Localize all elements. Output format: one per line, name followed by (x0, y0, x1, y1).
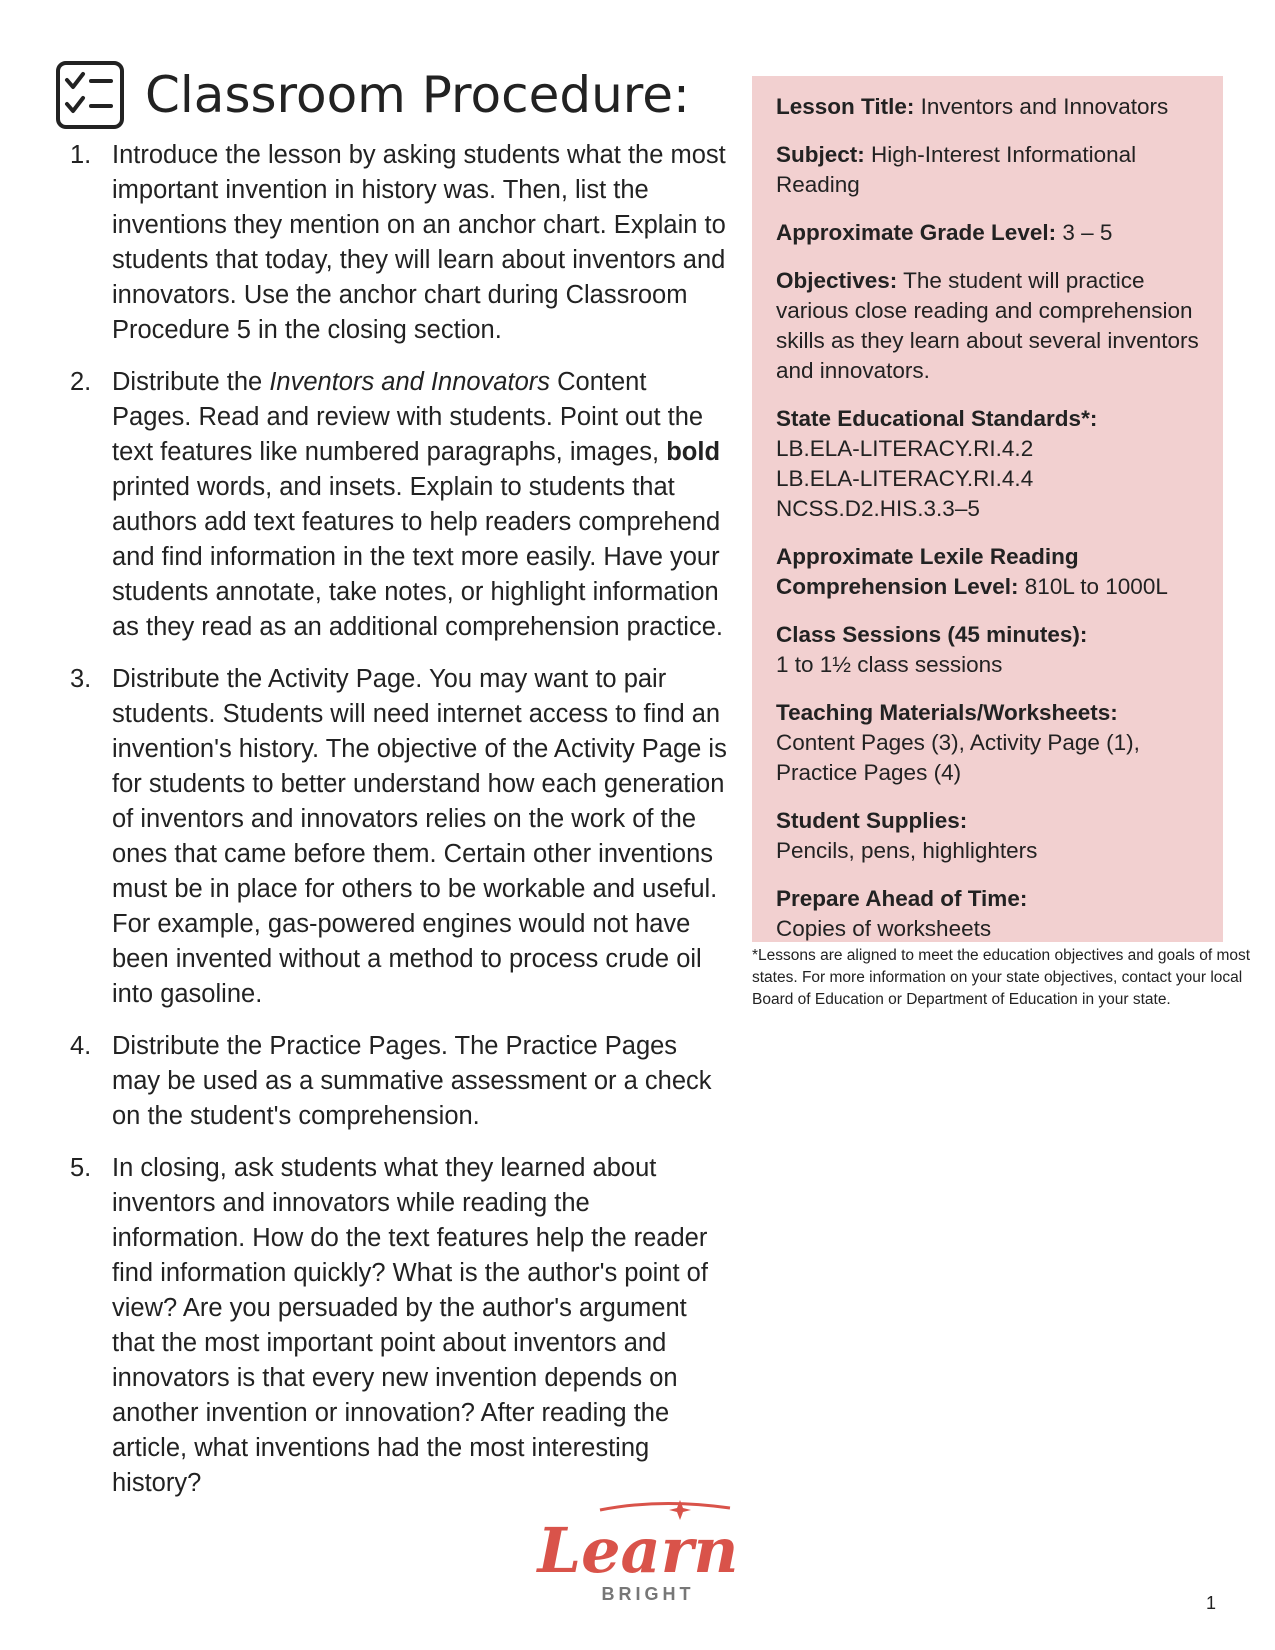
step-text (112, 365, 730, 645)
logo-word: Learn (537, 1514, 739, 1587)
step-text-run: Distribute the Activity Page. You may want to pair students. Students will need internet access to find an invention's history. The objective of the Activity Page is for students to better understand how each generation of inventors and innovators relies on the work of the ones that came before them. Certain other inventions must be in place for others to be workable and useful. For example, gas-powered engines would not have been invented without a method to process crude oil into gasoline. (112, 665, 727, 1008)
step-text-run: printed words, and insets. Explain to students that authors add text features to help readers comprehend and find information in the text more easily. Have your students annotate, take notes, or highlight information as they read as an additional comprehension practice. (112, 473, 723, 641)
logo-subword: BRIGHT (601, 1584, 695, 1604)
materials-label: Teaching Materials/Worksheets: (776, 700, 1118, 725)
lesson-title-row (776, 92, 1201, 122)
lesson-title-value: Inventors and Innovators (914, 94, 1169, 119)
step-text-run: Content Pages. Read and review with students. Point out the text features like numbered paragraphs, images, (112, 368, 704, 466)
page-header (55, 55, 690, 135)
prepare-value: Copies of worksheets (776, 916, 992, 941)
procedure-step (70, 365, 730, 645)
procedure-list (70, 138, 730, 1518)
step-text-run: Distribute the Practice Pages. The Practice Pages may be used as a summative assessment or a check on the student's comprehension. (112, 1032, 712, 1130)
logo-swoosh (600, 1503, 730, 1510)
step-text (112, 138, 730, 348)
prepare-label: Prepare Ahead of Time: (776, 886, 1028, 911)
class-sessions-value: 1 to 1½ class sessions (776, 652, 1003, 677)
lexile-value: 810L to 1000L (1018, 574, 1168, 599)
step-number: 2. (70, 368, 92, 396)
step-number: 3. (70, 665, 92, 693)
step-text-run: Distribute the (112, 368, 270, 396)
procedure-step (70, 138, 730, 348)
checklist-icon (55, 60, 125, 130)
supplies-value: Pencils, pens, highlighters (776, 838, 1038, 863)
page-number: 1 (1206, 1593, 1217, 1613)
standards-label: State Educational Standards*: (776, 406, 1098, 431)
step-text-run: Introduce the lesson by asking students what the most important invention in history was. Then, list the inventions they mention on an anchor chart. Explain to students that today, they will learn about inventors and innovators. Use the anchor chart during Classroom Procedure 5 in the closing section. (112, 141, 726, 344)
materials-row (776, 698, 1201, 788)
standard-item: LB.ELA-LITERACY.RI.4.2 (776, 436, 1034, 461)
grade-level-label: Approximate Grade Level: (776, 220, 1057, 245)
subject-value: High-Interest Informational Reading (776, 142, 1137, 197)
class-sessions-label: Class Sessions (45 minutes): (776, 622, 1088, 647)
step-number: 5. (70, 1154, 92, 1182)
procedure-step (70, 1029, 730, 1134)
step-number: 4. (70, 1032, 92, 1060)
step-number: 1. (70, 141, 92, 169)
lesson-info-panel (752, 76, 1223, 942)
objectives-label: Objectives: (776, 268, 898, 293)
supplies-row (776, 806, 1201, 866)
step-text-bold: bold (666, 438, 721, 466)
prepare-row (776, 884, 1201, 944)
objectives-value: The student will practice various close reading and comprehension skills as they learn about several inventors and innovators. (776, 268, 1199, 383)
step-text (112, 1029, 730, 1134)
objectives-row (776, 266, 1201, 386)
standard-item: LB.ELA-LITERACY.RI.4.4 (776, 466, 1034, 491)
lexile-row (776, 542, 1201, 602)
grade-level-value: 3 – 5 (1056, 220, 1113, 245)
subject-row (776, 140, 1201, 200)
step-text (112, 662, 730, 1012)
step-text-run: In closing, ask students what they learned about inventors and innovators while reading the information. How do the text features help the reader find information quickly? What is the author's point of view? Are you persuaded by the author's argument that the most important point about inventors and innovators is that every new invention depends on another invention or innovation? After reading the article, what inventions had the most interesting history? (112, 1154, 708, 1497)
materials-value: Content Pages (3), Activity Page (1), Practice Pages (4) (776, 730, 1140, 785)
subject-label: Subject: (776, 142, 865, 167)
learn-bright-logo (530, 1500, 750, 1610)
step-text-italic: Inventors and Innovators (269, 368, 551, 396)
page-title: Classroom Procedure: (145, 66, 690, 124)
standards-row (776, 404, 1201, 524)
lexile-label: Approximate Lexile Reading Comprehension Level: (776, 544, 1079, 599)
class-sessions-row (776, 620, 1201, 680)
grade-level-row (776, 218, 1201, 248)
supplies-label: Student Supplies: (776, 808, 968, 833)
procedure-step (70, 662, 730, 1012)
standards-footnote: *Lessons are aligned to meet the education objectives and goals of most states. For more information on your state objectives, contact your local Board of Education or Department of Education in your state. (752, 947, 1251, 1008)
procedure-step (70, 1151, 730, 1501)
lesson-title-label: Lesson Title: (776, 94, 915, 119)
step-text (112, 1151, 730, 1501)
standard-item: NCSS.D2.HIS.3.3–5 (776, 496, 980, 521)
